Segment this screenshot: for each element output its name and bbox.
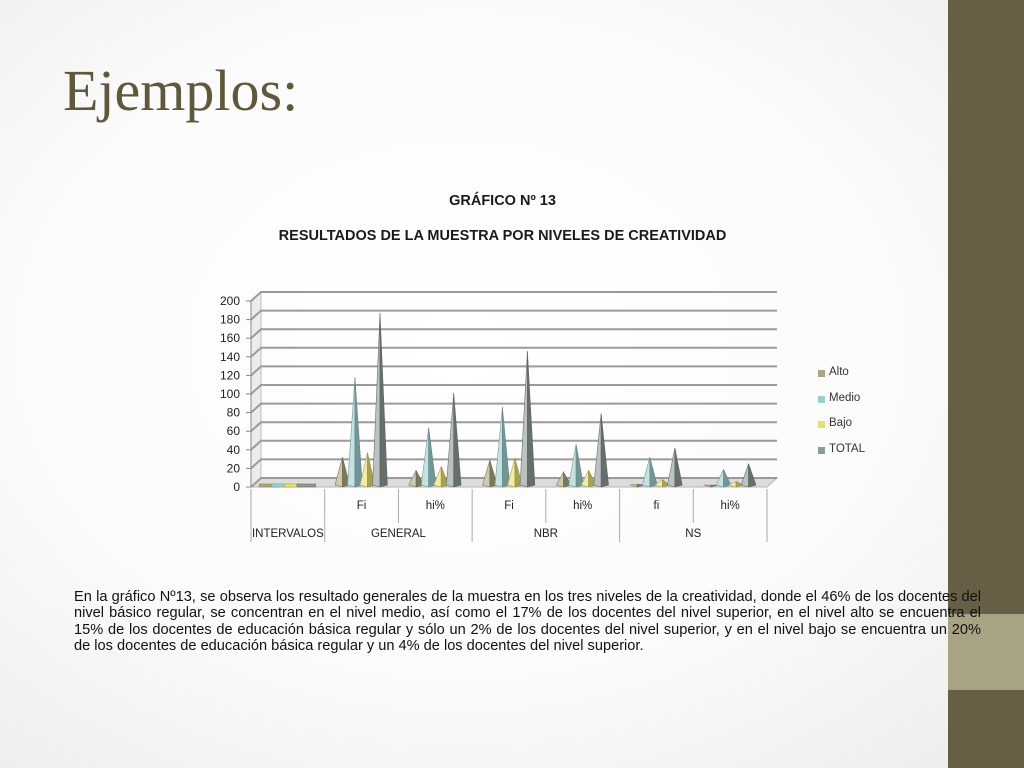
group-label: GENERAL [370,528,426,540]
group-label: NBR [533,528,558,540]
x-tick-label: fi [653,500,660,512]
bar-total [297,484,316,487]
bar-medio-shade [355,377,362,487]
bar-total [741,464,748,487]
bar-total [373,313,380,487]
bar-alto [335,457,342,487]
y-tick-label: 120 [219,368,240,383]
bar-medio [421,427,428,487]
slide-title: Ejemplos: [63,58,299,123]
legend-swatch-total [818,447,825,454]
bar-medio [495,407,502,487]
chart-subtitle: RESULTADOS DE LA MUESTRA POR NIVELES DE CREATIVIDAD [278,228,727,244]
chart-title: GRÁFICO Nº 13 [449,193,556,209]
description-paragraph: En la gráfico Nº13, se observa los resultado generales de la muestra en los tres niveles de la creatividad, donde el 46% de los docentes del nivel básico regular, se concentran en el nivel medio, así como el 17% de los docentes del nivel superior, en el nivel alto se encuentra el 15% de los docentes de educación básica regular y sólo un 2% de los docentes del nivel superior, y en el nivel bajo se encuentra un 20% de los docentes de educación básica regular y un 4% de los docentes del nivel superior. [74,589,981,655]
gridline [251,422,777,431]
y-tick-label: 160 [219,331,240,346]
bar-medio-shade [650,457,657,487]
bar-total-shade [380,313,387,487]
gridline [251,311,777,320]
group-label: NS [685,528,702,540]
gridline [251,366,777,375]
legend-swatch-medio [818,396,825,403]
gridline [251,348,777,357]
bar-total-shade [527,351,534,487]
legend-label-bajo: Bajo [829,417,853,429]
y-tick-label: 140 [219,349,240,364]
legend-label-medio: Medio [829,391,861,404]
bar-medio-shade [502,407,509,487]
bar-total [520,351,527,487]
x-tick-label: Fi [504,500,514,512]
gridline [251,404,777,413]
y-tick-label: 200 [219,294,240,308]
x-tick-label: hi% [573,500,593,512]
x-tick-label: Fi [356,500,367,512]
gridline [251,385,777,394]
y-tick-label: 180 [219,312,240,327]
bar-medio [569,444,576,487]
y-tick-label: 60 [226,424,240,439]
gridline [251,441,777,450]
bar-total [594,414,601,487]
y-tick-label: 100 [219,387,240,401]
bar-total-shade [749,464,756,487]
bar-medio [348,377,355,487]
y-tick-label: 20 [226,461,240,476]
y-tick-label: 80 [226,405,240,420]
gridline [251,292,777,301]
y-tick-label: 40 [226,442,240,457]
x-tick-label: hi% [720,500,740,512]
legend-label-total: TOTAL [829,442,865,455]
bar-total [667,448,674,487]
x-tick-label: hi% [425,500,445,512]
legend-swatch-bajo [818,421,825,428]
bar-alto [482,460,489,487]
bar-total-shade [675,448,682,487]
bar-medio-shade [576,444,583,487]
group-label: INTERVALOS [251,528,324,540]
bar-medio [642,457,649,487]
gridline [251,329,777,338]
y-tick-label: 0 [233,480,240,494]
bar-medio-shade [429,427,436,487]
legend-swatch-alto [818,370,825,377]
legend-label-alto: Alto [829,366,849,378]
bar-total-shade [601,414,608,487]
